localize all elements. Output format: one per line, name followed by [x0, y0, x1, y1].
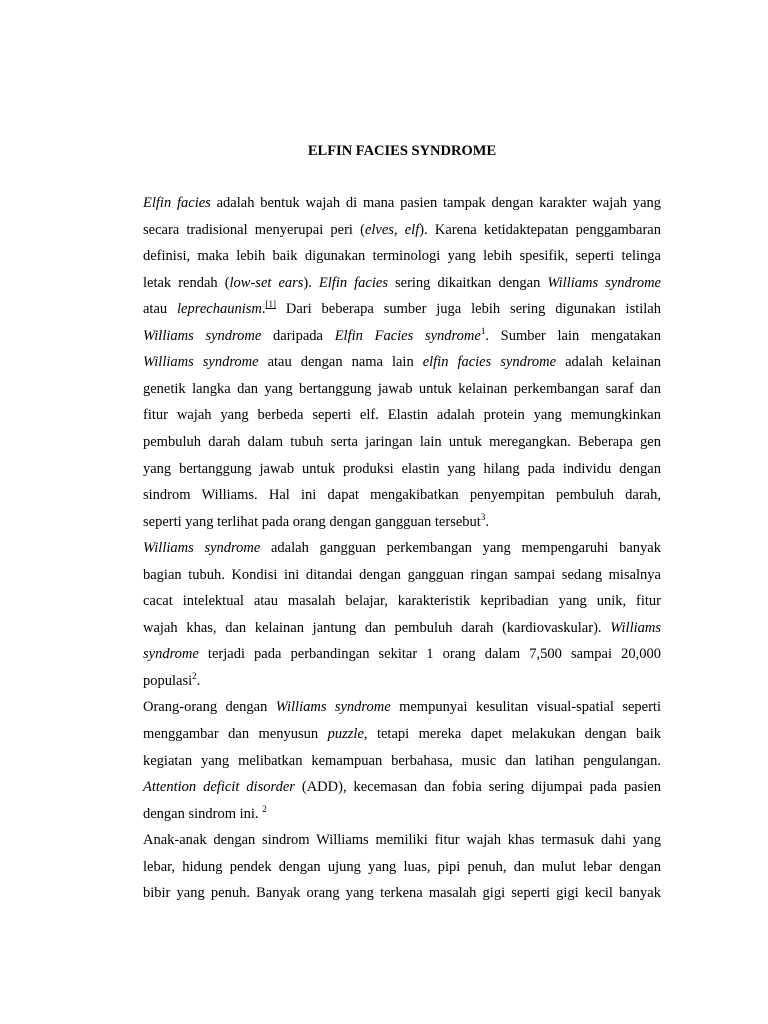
text-segment: . [196, 673, 201, 689]
text-segment: seperti yang terlihat pada orang dengan gangguan tersebut [143, 514, 481, 530]
text-line [143, 830, 661, 850]
text-line [143, 804, 661, 824]
text-segment: ). Karena ketidaktepatan penggambaran [419, 222, 661, 238]
text-line [143, 724, 661, 744]
text-segment: atau [143, 301, 178, 317]
text-line [143, 459, 661, 479]
text-line [143, 352, 661, 372]
text-segment: fitur wajah yang berbeda seperti elf. Elastin adalah protein yang memungkinkan [143, 407, 661, 423]
reference-link[interactable]: [1] [265, 299, 276, 309]
text-segment: menggambar dan menyusun [143, 726, 328, 742]
text-segment: yang bertanggung jawab untuk produksi elastin yang hilang pada individu dengan [143, 461, 661, 477]
text-segment: , [393, 222, 405, 238]
text-line [143, 220, 661, 240]
italic-text: Williams syndrome [547, 275, 661, 291]
text-segment: atau dengan nama lain [258, 354, 423, 370]
text-line [143, 565, 661, 585]
text-line [143, 671, 661, 691]
italic-text: Williams syndrome [143, 540, 261, 556]
text-segment: bibir yang penuh. Banyak orang yang terkena masalah gigi seperti gigi kecil banyak [143, 885, 661, 901]
text-line [143, 644, 661, 664]
italic-text: elves [364, 222, 394, 238]
text-line [143, 299, 661, 319]
text-line [143, 777, 661, 797]
text-segment: letak rendah ( [143, 275, 230, 291]
text-segment: , tetapi mereka dapet melakukan dengan baik [363, 726, 661, 742]
text-line [143, 618, 661, 638]
text-segment: . Sumber lain mengatakan [485, 328, 661, 344]
italic-text: Attention deficit disorder [143, 779, 295, 795]
text-line [143, 432, 661, 452]
text-line [143, 273, 661, 293]
text-segment: lebar, hidung pendek dengan ujung yang luas, pipi penuh, dan mulut lebar dengan [143, 859, 661, 875]
text-line [143, 857, 661, 877]
text-line [143, 405, 661, 425]
footnote-marker: 2 [262, 804, 267, 814]
italic-text: Williams syndrome [143, 328, 262, 344]
text-line [143, 512, 661, 532]
text-segment: adalah bentuk wajah di mana pasien tampak dengan karakter wajah yang [210, 195, 662, 211]
italic-text: Elfin facies [143, 195, 211, 211]
text-segment: bagian tubuh. Kondisi ini ditandai dengan gangguan ringan sampai sedang misalnya [143, 567, 661, 583]
text-line [143, 485, 661, 505]
text-segment: terjadi pada perbandingan sekitar 1 orang dalam 7,500 sampai 20,000 [198, 646, 661, 662]
italic-text: Williams syndrome [143, 354, 259, 370]
footnote-marker: 3 [480, 512, 486, 522]
text-segment: daripada [261, 328, 335, 344]
text-line [143, 591, 661, 611]
text-segment: Dari beberapa sumber juga lebih sering digunakan istilah [276, 301, 661, 317]
text-line [143, 883, 661, 903]
italic-text: low-set ears [229, 275, 304, 291]
text-segment: populasi [143, 673, 193, 689]
text-line [143, 379, 661, 399]
text-line [143, 697, 661, 717]
document-title: ELFIN FACIES SYNDROME [307, 143, 497, 159]
footnote-marker: 1 [480, 326, 486, 336]
text-segment: adalah kelainan [556, 354, 662, 370]
text-segment: cacat intelektual atau masalah belajar, karakteristik kepribadian yang unik, fitur [143, 593, 661, 609]
text-segment: Orang-orang dengan [143, 699, 276, 715]
text-segment: pembuluh darah dalam tubuh serta jaringan lain untuk meregangkan. Beberapa gen [143, 434, 661, 450]
text-line [143, 246, 661, 266]
text-line [143, 538, 661, 558]
text-segment: mempunyai kesulitan visual-spatial seperti [390, 699, 661, 715]
footnote-marker: 2 [192, 671, 197, 681]
italic-text: puzzle [327, 726, 364, 742]
text-segment: definisi, maka lebih baik digunakan terminologi yang lebih spesifik, seperti telinga [143, 248, 661, 264]
text-segment: secara tradisional menyerupai peri ( [143, 222, 365, 238]
text-segment: ). [303, 275, 319, 291]
text-segment: . [261, 301, 266, 317]
italic-text: Williams [610, 620, 661, 636]
text-line [143, 326, 661, 346]
text-line [143, 751, 661, 771]
text-segment: (ADD), kecemasan dan fobia sering dijumpai pada pasien [294, 779, 661, 795]
text-segment: adalah gangguan perkembangan yang mempengaruhi banyak [260, 540, 661, 556]
text-segment: kegiatan yang melibatkan kemampuan berbahasa, music dan latihan pengulangan. [143, 753, 661, 769]
italic-text: Elfin Facies syndrome [334, 328, 481, 344]
text-segment: Anak-anak dengan sindrom Williams memiliki fitur wajah khas termasuk dahi yang [143, 832, 661, 848]
text-segment: sindrom Williams. Hal ini dapat mengakibatkan penyempitan pembuluh darah, [143, 487, 661, 503]
italic-text: leprechaunism [177, 301, 262, 317]
text-segment: genetik langka dan yang bertanggung jawab untuk kelainan perkembangan saraf dan [143, 381, 661, 397]
italic-text: Elfin facies [318, 275, 388, 291]
italic-text: syndrome [143, 646, 199, 662]
italic-text: elf [404, 222, 420, 238]
text-segment: dengan sindrom ini. [143, 806, 263, 822]
text-segment: sering dikaitkan dengan [387, 275, 548, 291]
italic-text: Williams syndrome [275, 699, 391, 715]
text-segment: . [485, 514, 489, 530]
text-segment: wajah khas, dan kelainan jantung dan pembuluh darah (kardiovaskular). [143, 620, 611, 636]
text-line [143, 193, 661, 213]
italic-text: elfin facies syndrome [422, 354, 557, 370]
